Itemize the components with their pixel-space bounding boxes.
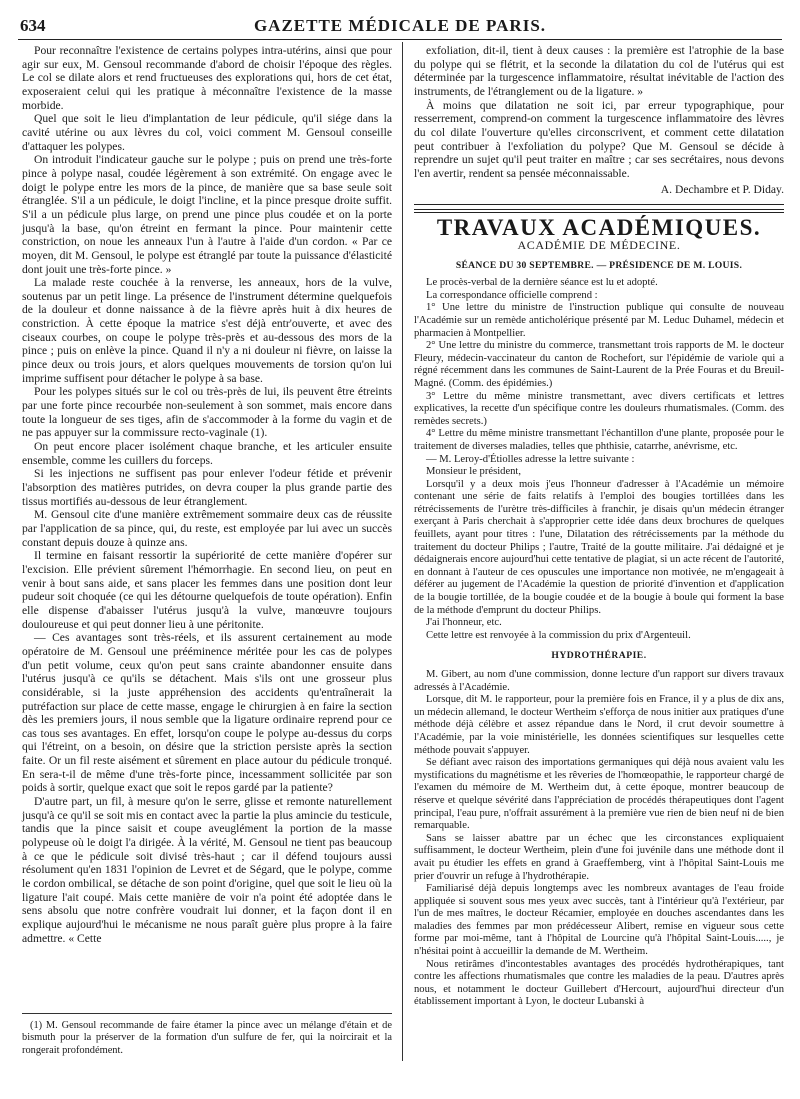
- section-divider: [414, 204, 784, 205]
- paragraph: On peut encore placer isolément chaque branche, et les articuler ensuite ensemble, comme les cuillers du forceps.: [22, 440, 392, 467]
- paragraph: 4° Lettre du même ministre transmettant l'échantillon d'une plante, proposée pour le traitement de diverses maladies, telles que phthisie, catarrhe, anévrisme, etc.: [414, 428, 784, 452]
- paragraph: Lorsque, dit M. le rapporteur, pour la première fois en France, il y a plus de dix ans, un médecin allemand, le docteur Wertheim s'efforça de nous initier aux pratiques d'une méthode déjà célèbre et assez répandue dans le Nord, il crut devoir soumettre à l'Académie, par la voie ministérielle, les données scientifiques sur lesquelles cette méthode pouvait s'appuyer.: [414, 694, 784, 756]
- paragraph: Le procès-verbal de la dernière séance est lu et adopté.: [426, 277, 658, 289]
- paragraph: On introduit l'indicateur gauche sur le polype ; puis on prend une très-forte pince à polype nasal, coudée légèrement à son extrémité. On engage avec le doigt le polype entre les mors de la pince, de manière que sa base seule soit étranglée. S'il a un pédicule, le doigt l'incline, et la pince presque droite suffit. S'il a un pédicule plus large, on prend une pince plus coudée et on la porte jusqu'à la base, qu'on étreint en fermant la pince. Pour maintenir cette constriction, on noue les anneaux l'un à l'autre à l'aide d'un cordon. « Par ce moyen, dit M. Gensoul, le polype est étranglé par toute la puissance d'élasticité dont jouit une très-forte pince. »: [22, 153, 392, 276]
- paragraph: 3° Lettre du même ministre transmettant, avec divers certificats et lettres explicatives, la recette d'un spécifique contre les douleurs rhumatismales. (Comm. des remèdes secrets.): [414, 390, 784, 427]
- paragraph: Pour les polypes situés sur le col ou très-près de lui, ils peuvent être étreints par une forte pince recourbée non-seulement à son sommet, mais encore dans toute la longueur de ses tiges, afin de s'accommoder à la forme du vagin et de ne pas appuyer sur la commissure recto-vaginale (1).: [22, 385, 392, 440]
- paragraph: Quel que soit le lieu d'implantation de leur pédicule, qu'il siége dans la cavité utérine ou aux lèvres du col, voici comment M. Gensoul conseille d'attaquer les polypes.: [22, 112, 392, 153]
- footnote: [22, 1020, 392, 1057]
- paragraph: Nous retirâmes d'incontestables avantages des procédés hydrothérapiques, tant contre les affections rhumatismales que contre les maladies de la peau. D'autres après nous, et notamment le docteur Guillebert d'Hercourt, aujourd'hui directeur d'un établissement important à Lyon, le docteur Lubanski à: [414, 958, 784, 1008]
- paragraph: J'ai l'honneur, etc.: [426, 617, 502, 629]
- page-header: [18, 10, 782, 40]
- column-divider: [402, 42, 403, 1061]
- paragraph: — Ces avantages sont très-réels, et ils assurent certainement au mode opératoire de M. Gensoul une prééminence méritée pour les cas de polypes d'un petit volume, ceux qu'on peut sans crainte abandonner ensuite dans l'utérus jusqu'à ce qu'ils se détachent. Mais s'ils ont une grosseur plus considérable, si la juste appréhension des accidents qu'entraînerait la putréfaction sur place de cette masse, engage le chirurgien à en faire la section dès les premiers jours, il nous semble que la ligature ordinaire reprend pour ce cas tous ses avantages. En effet, lorsqu'on coupe le polype au-dessus du corps qui l'étreint, on a besoin, on désire que la striction persiste après la section faite. Or un fil reste aisément et sûrement en place autour du pédicule tronqué. En sera-t-il de même d'une très-forte pince, incessamment sollicitée par son poids à sortir, quelque exact que soit le repos gardé par la patiente?: [22, 631, 392, 795]
- seance-line: SÉANCE DU 30 SEPTEMBRE. — PRÉSIDENCE DE M. LOUIS.: [455, 259, 743, 271]
- paragraph: Lorsqu'il y a deux mois j'eus l'honneur d'adresser à l'Académie un mémoire contenant une série de faits relatifs à l'emploi des bougies tortillées dans les rétrécissements de l'urètre très-difficiles à franchir, je disais qu'un médecin étranger exerçant à Paris cherchait à s'approprier cette idée dans deux brochures de quelques feuillets, ayant pour titres : l'une, Dilatation des rétrécissements par la méthode du traitement du docteur Philips ; l'autre, Traité de la goutte militaire. J'ai dédaigné et je dédaignerais encore aujourd'hui cette tentative de plagiat, si un acte récent de l'autorité, en donnant à l'auteur de ces opuscules une importance non motivée, ne m'engageait à déférer au jugement de l'Académie la question de priorité d'invention et d'application de la bougie tortillée, de la bougie coudée et de la bougie à boule qui forment la base de la méthode d'emprunt du docteur Philips.: [414, 478, 784, 616]
- paragraph: — M. Leroy-d'Étiolles adresse la lettre suivante :: [426, 453, 635, 465]
- article-signature: A. Dechambre et P. Diday.: [660, 182, 784, 196]
- running-title: GAZETTE MÉDICALE DE PARIS.: [253, 16, 547, 35]
- paragraph: À moins que dilatation ne soit ici, par erreur typographique, pour resserrement, comprend-on comment la turgescence inflammatoire des lèvres du col dilate l'ouverture qu'elles circonscrivent, et comment cette dilatation peut contribuer à l'exfoliation du polype? Que M. Gensoul se décide à reprendre un sujet qu'il peut traiter en maître ; car ses secrétaires, nous devons l'en avertir, rendent sa pensée méconnaissable.: [414, 98, 784, 180]
- footnote-text: (1) M. Gensoul recommande de faire étamer la pince avec un mélange d'étain et de bismuth pour la préserver de la formation d'un sulfure de fer, qui la noircirait et la rongerait profondément.: [22, 1020, 392, 1056]
- paragraph: Se défiant avec raison des importations germaniques qui déjà nous avaient valu les mystifications du magnétisme et les rêveries de l'homœopathie, le rapporteur chargé de l'examen du mémoire de M. Wertheim dut, à cette époque, montrer beaucoup de réserve et quelque sévérité dans l'appréciation de procédés thérapeutiques dont l'agent principal, l'eau pure, n'offrait assurément à la première vue rien de bien neuf ni de bien remarquable.: [414, 757, 784, 832]
- paragraph: D'autre part, un fil, à mesure qu'on le serre, glisse et remonte naturellement jusqu'à ce qu'il se soit mis en contact avec la partie la plus amincie du testicule, tandis que la pince saisit et coupe aveuglément la portion de la masse polypeuse où le doigt l'a dirigée. À la vérité, M. Gensoul ne tient pas beaucoup à ce que le pédicule soit divisé très-haut ; car il défend toujours aussi résolument qu'en 1831 l'opinion de Levret et de Ségard, que le polype, comme le cordon ombilical, se détache de son point d'origine, quel que soit le lieu où la ligature l'ait coupé. Mais cette manière de voir n'a point été adoptée dans le sens absolu que notre confrère voudrait lui donner, et la façon dont il en explique aujourd'hui le mécanisme ne nous paraît guère plus propre à la faire admettre. « Cette: [22, 795, 392, 945]
- paragraph: Il termine en faisant ressortir la supériorité de cette manière d'opérer sur l'excision. Elle prévient sûrement l'hémorrhagie. En second lieu, on peut en venir à bout sans aide, et sans placer les femmes dans une position dont leur pudeur soit choquée (ce qui les détourne quelquefois de toute opération). Enfin elle dispense d'abaisser l'utérus jusqu'à la vulve, manœuvre toujours douloureuse et qui peut donner lieu à une péritonite.: [22, 549, 392, 631]
- subsection-title: ACADÉMIE DE MÉDECINE.: [517, 237, 681, 252]
- academy-proceedings: [414, 277, 784, 1009]
- paragraph: 2° Une lettre du ministre du commerce, transmettant trois rapports de M. le docteur Fleury, médecin-vaccinateur du canton de Rochefort, sur l'épidémie de variole qui a régné récemment dans les communes de Saint-Laurent de la Prée Fouras et du Breuil-Magné. (Comm. des épidémies.): [414, 340, 784, 389]
- right-column: [414, 44, 784, 1009]
- hydrotherapy-heading: HYDROTHÉRAPIE.: [551, 650, 647, 662]
- left-column: [22, 44, 392, 945]
- paragraph: La correspondance officielle comprend :: [426, 289, 598, 301]
- page-number: 634: [20, 16, 46, 35]
- paragraph: Cette lettre est renvoyée à la commission du prix d'Argenteuil.: [426, 629, 691, 641]
- paragraph: Familiarisé déjà depuis longtemps avec les nombreux avantages de l'eau froide appliquée si souvent sous mes yeux avec succès, tant à l'intérieur qu'à l'extérieur, par l'un de mes maîtres, le docteur Récamier, employée en douches ascendantes dans les maladies des femmes par mon prédécesseur Alibert, remise en vigueur sous cette forme par moi-même, tant à l'hôpital de Lourcine qu'à l'hôpital Saint-Louis....., je n'hésitai point à accueillir la demande de M. Wertheim.: [414, 883, 784, 958]
- paragraph: Si les injections ne suffisent pas pour enlever l'odeur fétide et prévenir l'absorption des matières putrides, on devra couper la plus grande partie des tissus mortifiés au-dessous de leur étranglement.: [22, 467, 392, 508]
- paragraph: Pour reconnaître l'existence de certains polypes intra-utérins, ainsi que pour agir sur eux, M. Gensoul recommande d'abord de choisir l'époque des règles. Le col se dilate alors et rend fructueuses des explorations qui, hors de cet état, exposeraient celui qui les pratique à méconnaître l'existence de la masse morbide.: [22, 44, 392, 112]
- paragraph: La malade reste couchée à la renverse, les anneaux, hors de la vulve, soutenus par un petit linge. La présence de l'instrument détermine quelquefois de la douleur et donne naissance à de la fièvre après huit à dix heures de constriction. À cette époque la matrice s'est déjà entr'ouverte, et avec des ciseaux courbes, on coupe le polype très-près et au-dessous des mors de la pince ; puis on enlève la pince. Quand il n'y a ni douleur ni fièvre, on laisse la pince deux ou trois jours, et alors quelques mouvements de torsion qu'on lui imprime suffisent pour détacher le polype à sa base.: [22, 276, 392, 385]
- paragraph: M. Gensoul cite d'une manière extrêmement sommaire deux cas de réussite par l'application de sa pince, qui, du reste, est employée par lui avec un succès constant depuis douze à quinze ans.: [22, 508, 392, 549]
- section-title: TRAVAUX ACADÉMIQUES.: [436, 215, 762, 241]
- paragraph: exfoliation, dit-il, tient à deux causes : la première est l'atrophie de la base du polype qui se flétrit, et la seconde la dilatation du col de l'utérus qui est déterminée par la turgescence inflammatoire, résultat inévitable de l'action des instruments, de l'étranglement ou de la ligature. »: [414, 44, 784, 98]
- paragraph: 1° Une lettre du ministre de l'instruction publique qui consulte de nouveau l'Académie sur un remède anticholérique présenté par M. Leduc Duhamel, médecin et pharmacien à Montpellier.: [414, 302, 784, 339]
- section-divider-double: [414, 209, 784, 213]
- paragraph: Monsieur le président,: [426, 466, 522, 478]
- footnote-divider: [22, 1013, 392, 1014]
- paragraph: M. Gibert, au nom d'une commission, donne lecture d'un rapport sur divers travaux adressés à l'Académie.: [414, 669, 784, 693]
- paragraph: Sans se laisser abattre par un échec que les circonstances expliquaient suffisamment, le docteur Wertheim, plein d'une foi juvénile dans une méthode dont il avait pu étudier les effets en grand à Graeffemberg, vint à l'hôpital Saint-Louis me prier d'ouvrir un refuge à l'hydrothérapie.: [414, 832, 784, 882]
